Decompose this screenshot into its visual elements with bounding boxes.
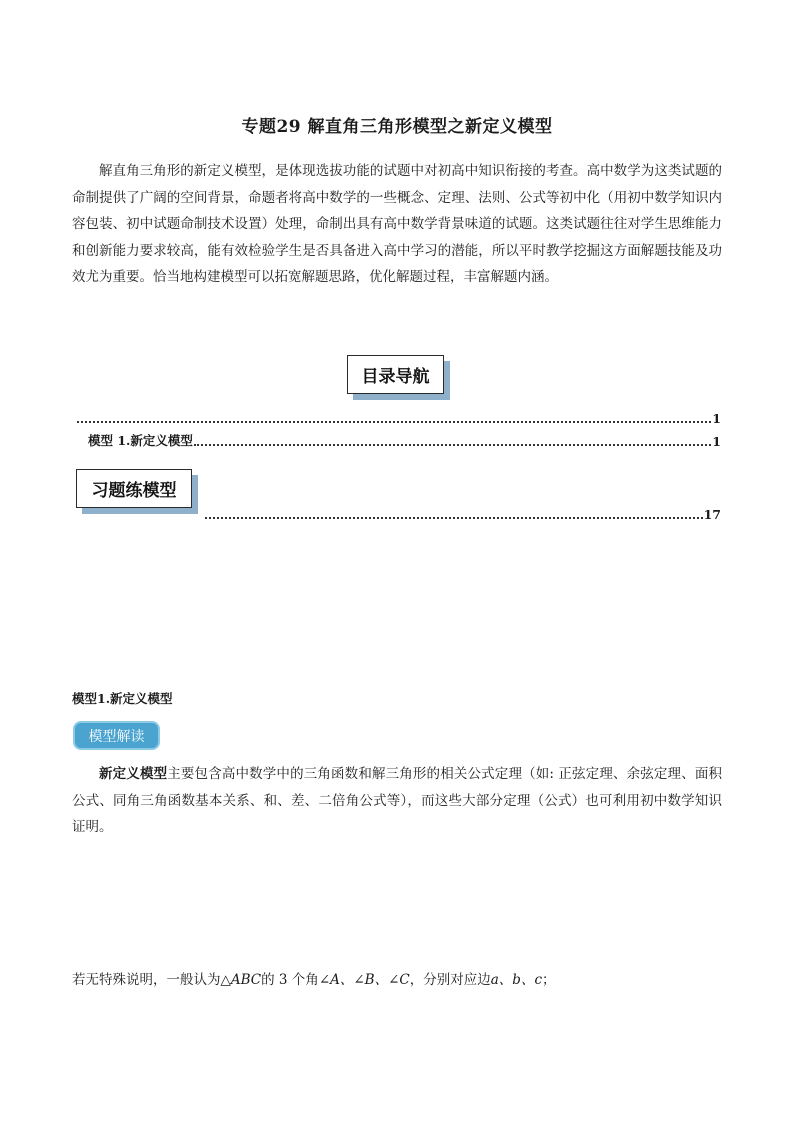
toc-entry-page: 1 bbox=[712, 411, 721, 426]
paragraph-text: 的 3 个角 bbox=[261, 972, 319, 988]
paragraph-text: ； bbox=[542, 972, 556, 988]
toc-entry[interactable] bbox=[204, 506, 721, 522]
section-heading: 模型1.新定义模型 bbox=[72, 691, 173, 706]
model-reading-badge: 模型解读 bbox=[73, 721, 160, 750]
model-description-paragraph bbox=[72, 761, 722, 841]
toc-navigation-heading: 目录导航 bbox=[347, 355, 444, 394]
paragraph-text: ，分别对应边 bbox=[409, 972, 491, 988]
toc-leader-dots bbox=[194, 444, 711, 446]
convention-paragraph bbox=[72, 969, 722, 991]
toc-entry[interactable] bbox=[76, 410, 721, 426]
angle-notation: ∠A、∠B、∠C bbox=[318, 972, 410, 988]
intro-paragraph: 解直角三角形的新定义模型，是体现选拔功能的试题中对初高中知识衔接的考查。高中数学为这类试题的命制提供了广阔的空间背景，命题者将高中数学的一些概念、定理、法则、公式等初中化（用初中数学知识内容包装、初中试题命制技术设置）处理，命制出具有高中数学背景味道的试题。这类试题往往对学生思维能力和创新能力要求较高，能有效检验学生是否具备进入高中学习的潜能，所以平时教学挖掘这方面解题技能及功效尤为重要。恰当地构建模型可以拓宽解题思路，优化解题过程，丰富解题内涵。 bbox=[72, 163, 722, 285]
triangle-notation: △ABC bbox=[220, 972, 262, 988]
practice-heading: 习题练模型 bbox=[76, 469, 192, 508]
toc-entry-label: 模型 1.新定义模型 bbox=[88, 433, 193, 448]
toc-leader-dots bbox=[77, 421, 711, 423]
paragraph-text: 若无特殊说明，一般认为 bbox=[72, 972, 221, 988]
page-title: 专题29 解直角三角形模型之新定义模型 bbox=[241, 117, 553, 137]
toc-entry[interactable] bbox=[88, 433, 721, 449]
side-notation: a、b、c bbox=[490, 972, 543, 988]
toc-entry-page: 17 bbox=[703, 507, 721, 522]
toc-entry-page: 1 bbox=[712, 434, 721, 449]
toc-leader-dots bbox=[205, 517, 703, 519]
paragraph-text: 主要包含高中数学中的三角函数和解三角形的相关公式定理（如: 正弦定理、余弦定理、面积公式、同角三角函数基本关系、和、差、二倍角公式等），而这些大部分定理（公式）也可利用初中数学知识证明。 bbox=[72, 766, 723, 835]
bold-term: 新定义模型 bbox=[99, 766, 168, 782]
